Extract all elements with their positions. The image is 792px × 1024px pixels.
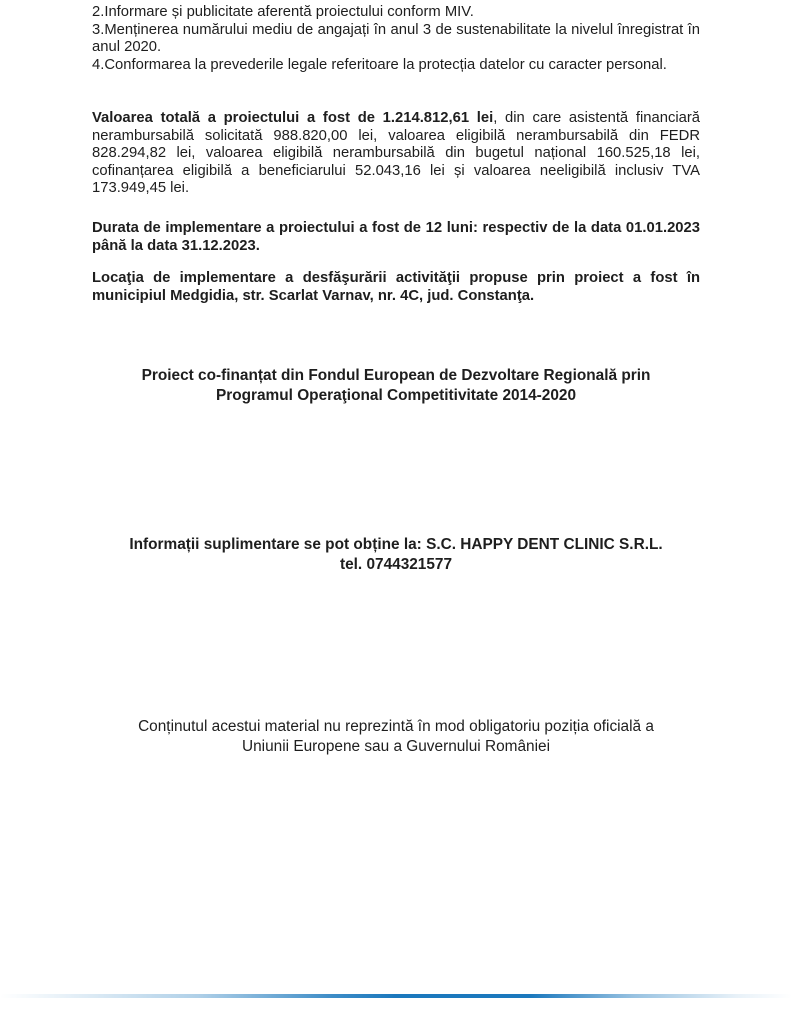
contact-info [92, 535, 700, 574]
cofinancing-line-2: Programul Operaţional Competitivitate 2014-2020 [215, 386, 577, 404]
location-paragraph [92, 270, 700, 305]
obligation-item-2: 2.Informare și publicitate aferentă proiectului conform MIV. [92, 4, 474, 20]
project-value-lead: Valoarea totală a proiectului a fost de 1.214.812,61 lei [92, 110, 494, 126]
cofinancing-line-1: Proiect co-finanțat din Fondul European de Dezvoltare Regională prin [141, 367, 651, 384]
project-value-detail: , din care asistentă financiară nerambursabilă solicitată 988.820,00 lei, valoarea eligibilă nerambursabilă din FEDR 828.294,82 lei, valoarea eligibilă nerambursabilă din bugetul național 160.525,18 lei, cofinanțarea eligibilă a beneficiarului 52.043,16 lei și valoarea neeligibilă inclusiv TVA 173.949,45 lei. [92, 110, 701, 197]
project-value-text [92, 110, 700, 198]
disclaimer [92, 717, 700, 756]
cofinancing-statement [92, 366, 700, 405]
footer-divider-line [0, 994, 792, 998]
disclaimer-line-2: Uniunii Europene sau a Guvernului României [242, 737, 550, 755]
obligation-item-3: 3.Menținerea numărului mediu de angajați în anul 3 de sustenabilitate la nivelul înregistrat în anul 2020. [92, 21, 700, 56]
location-text: Locaţia de implementare a desfăşurării activităţii propuse prin proiect a fost în municipiul Medgidia, str. Scarlat Varnav, nr. 4C, jud. Constanţa. [92, 270, 700, 304]
disclaimer-line-1: Conținutul acestui material nu reprezintă în mod obligatoriu poziția oficială a [138, 718, 654, 735]
obligation-item-4: 4.Conformarea la prevederile legale referitoare la protecția datelor cu caracter personal. [92, 56, 667, 73]
duration-paragraph [92, 220, 700, 255]
duration-text: Durata de implementare a proiectului a fost de 12 luni: respectiv de la data 01.01.2023 până la data 31.12.2023. [92, 220, 700, 254]
obligations-list [92, 4, 700, 74]
contact-line-company: Informații suplimentare se pot obține la: S.C. HAPPY DENT CLINIC S.R.L. [129, 536, 663, 553]
contact-line-phone: tel. 0744321577 [339, 555, 453, 573]
project-value-paragraph [92, 110, 700, 198]
